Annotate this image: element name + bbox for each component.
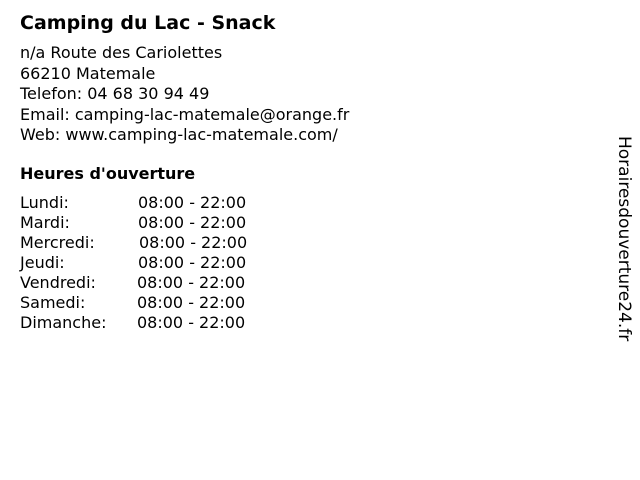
business-name: Camping du Lac - Snack bbox=[20, 12, 276, 34]
business-contact-block bbox=[20, 43, 349, 146]
time-range: 08:00 - 22:00 bbox=[138, 213, 247, 232]
address-city: 66210 Matemale bbox=[20, 63, 156, 83]
day-label: Mardi: bbox=[20, 213, 70, 232]
day-label: Vendredi: bbox=[20, 273, 96, 292]
web-line: Web: www.camping-lac-matemale.com/ bbox=[20, 125, 338, 144]
time-range: 08:00 - 22:00 bbox=[138, 193, 247, 212]
email-line: Email: camping-lac-matemale@orange.fr bbox=[20, 104, 350, 124]
day-label: Mercredi: bbox=[20, 233, 95, 252]
time-range: 08:00 - 22:00 bbox=[138, 253, 247, 272]
opening-hours-heading: Heures d'ouverture bbox=[20, 164, 196, 183]
site-watermark-text: Horairesdouverture24.fr bbox=[614, 136, 634, 342]
day-label: Dimanche: bbox=[20, 313, 107, 332]
day-label: Lundi: bbox=[20, 193, 69, 212]
day-label: Jeudi: bbox=[20, 253, 65, 272]
time-range: 08:00 - 22:00 bbox=[137, 293, 246, 312]
phone-line: Telefon: 04 68 30 94 49 bbox=[20, 84, 210, 103]
time-range: 08:00 - 22:00 bbox=[137, 313, 246, 332]
day-label: Samedi: bbox=[20, 293, 86, 312]
address-street: n/a Route des Cariolettes bbox=[20, 43, 223, 62]
time-range: 08:00 - 22:00 bbox=[139, 233, 248, 252]
time-range: 08:00 - 22:00 bbox=[137, 273, 246, 292]
